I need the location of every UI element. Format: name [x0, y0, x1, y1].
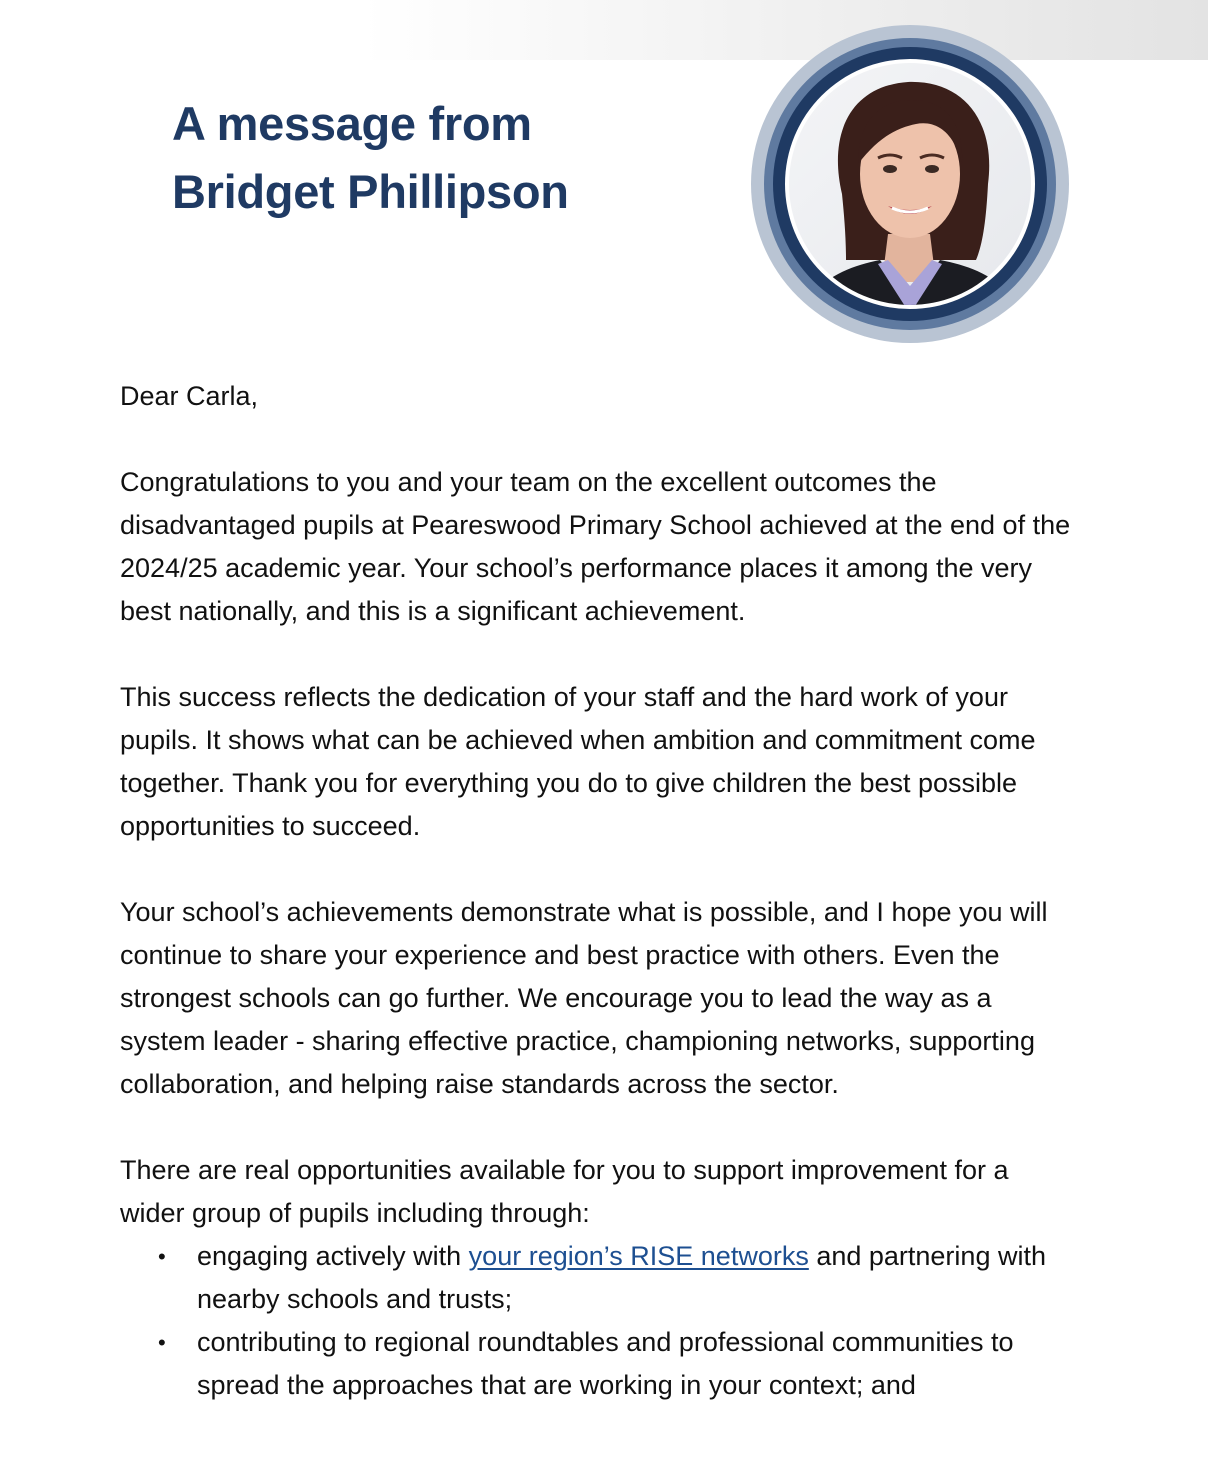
- list-item-text-after: and partnering with nearby schools and trusts;: [197, 1241, 1046, 1314]
- list-item: [120, 1235, 1080, 1321]
- list-item: [120, 1321, 1080, 1407]
- title-line-2: Bridget Phillipson: [172, 165, 569, 218]
- portrait-illustration: [750, 24, 1070, 344]
- paragraph-2: This success reflects the dedication of your staff and the hard work of your pupils. It shows what can be achieved when ambition and commitment come together. Thank you for everything you do to give children the best possible opportunities to succeed.: [120, 682, 1036, 841]
- rise-networks-link[interactable]: your region’s RISE networks: [468, 1241, 809, 1271]
- bullet-icon: •: [158, 1330, 166, 1355]
- portrait-avatar: [750, 24, 1070, 344]
- paragraph-4: There are real opportunities available for you to support improvement for a wider group of pupils including through:: [120, 1155, 1009, 1228]
- salutation: Dear Carla,: [120, 381, 259, 411]
- paragraph-1: Congratulations to you and your team on the excellent outcomes the disadvantaged pupils at Peareswood Primary School achieved at the end of the 2024/25 academic year. Your school’s performance places it among the very best nationally, and this is a significant achievement.: [120, 467, 1071, 626]
- bullet-icon: •: [158, 1244, 166, 1269]
- opportunities-list: [120, 1235, 1080, 1407]
- paragraph-3: Your school’s achievements demonstrate what is possible, and I hope you will continue to share your experience and best practice with others. Even the strongest schools can go further. We encourage you to lead the way as a system leader - sharing effective practice, championing networks, supporting collaboration, and helping raise standards across the sector.: [120, 897, 1048, 1099]
- list-item-text-before: engaging actively with: [197, 1241, 469, 1271]
- title-line-1: A message from: [172, 97, 532, 150]
- letter-body: [120, 375, 1080, 1407]
- page-title: [172, 90, 569, 226]
- list-item-text: contributing to regional roundtables and professional communities to spread the approaches that are working in your context; and: [197, 1327, 1014, 1400]
